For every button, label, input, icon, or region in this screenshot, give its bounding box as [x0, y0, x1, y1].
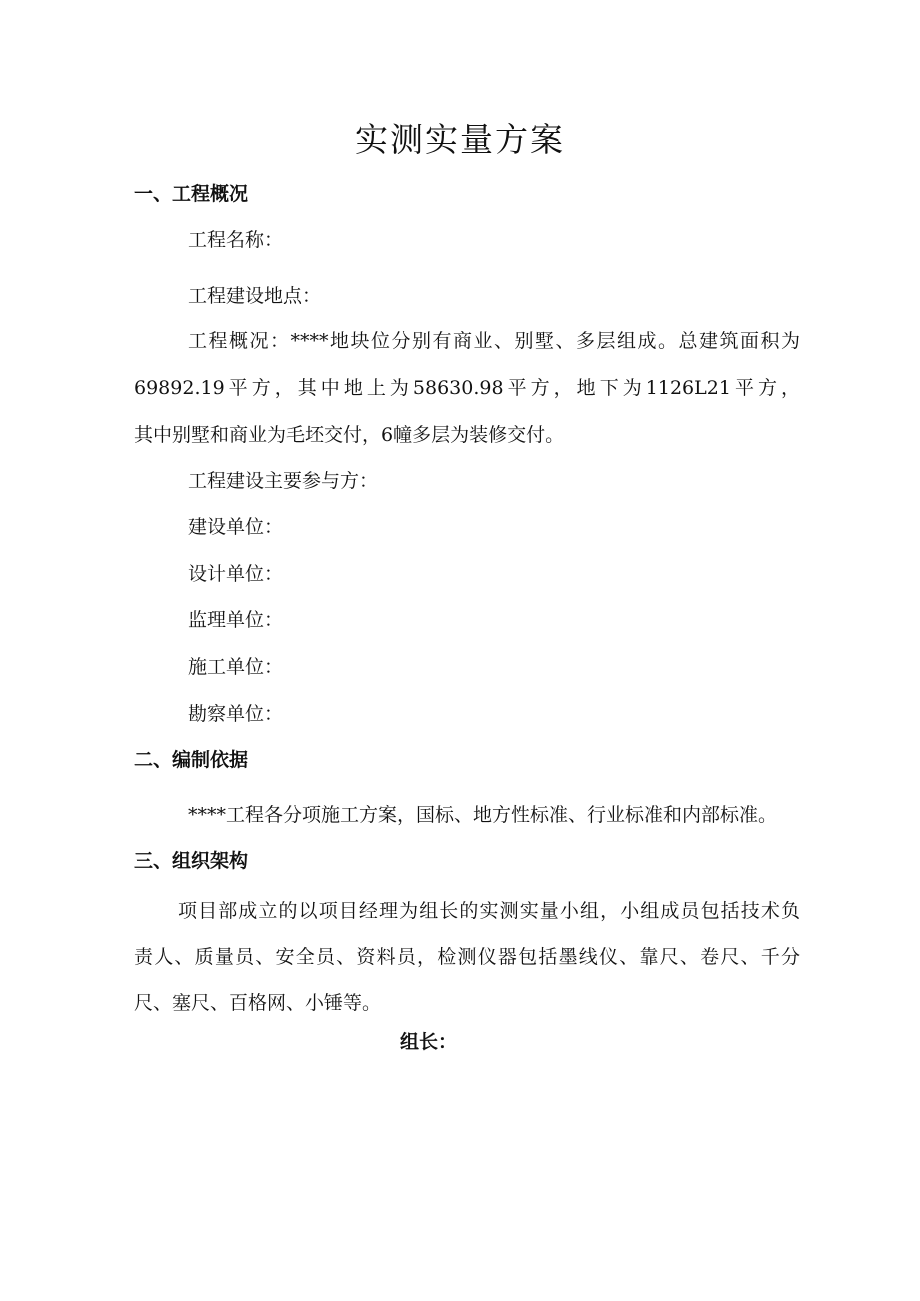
group-leader-label: 组长： — [400, 1031, 458, 1053]
unit-builder: 施工单位： — [188, 656, 284, 678]
organization-line-3: 尺、塞尺、百格网、小锤等。 — [134, 992, 382, 1014]
unit-construction: 建设单位： — [188, 516, 284, 538]
project-name-label: 工程名称： — [188, 229, 284, 251]
overview-line-2: 69892.19平方，其中地上为58630.98平方，地下为1126L21平方， — [134, 377, 800, 399]
basis-text: ****工程各分项施工方案，国标、地方性标准、行业标准和内部标准。 — [188, 804, 778, 826]
project-location-label: 工程建设地点： — [188, 285, 322, 307]
organization-line-1: 项目部成立的以项目经理为组长的实测实量小组，小组成员包括技术负 — [178, 900, 800, 922]
overview-line-3: 其中别墅和商业为毛坯交付，6幢多层为装修交付。 — [134, 424, 565, 446]
unit-supervision: 监理单位： — [188, 609, 284, 631]
section-heading-overview: 一、工程概况 — [134, 183, 249, 205]
unit-survey: 勘察单位： — [188, 703, 284, 725]
document-title: 实测实量方案 — [355, 120, 565, 159]
section-heading-organization: 三、组织架构 — [134, 850, 249, 872]
organization-line-2: 责人、质量员、安全员、资料员，检测仪器包括墨线仪、靠尺、卷尺、千分 — [134, 946, 800, 968]
unit-design: 设计单位： — [188, 563, 284, 585]
participants-label: 工程建设主要参与方： — [188, 470, 379, 492]
overview-line-1: 工程概况：****地块位分别有商业、别墅、多层组成。总建筑面积为 — [188, 330, 800, 352]
section-heading-basis: 二、编制依据 — [134, 749, 249, 771]
